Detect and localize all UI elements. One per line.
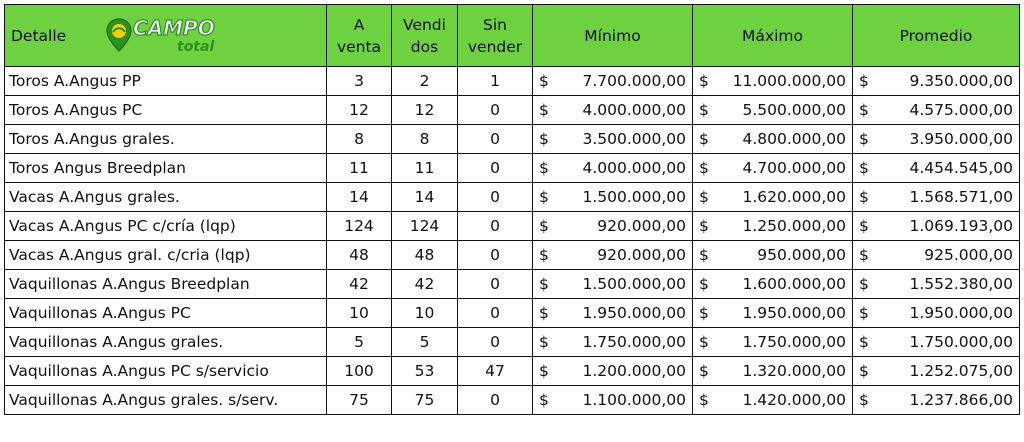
cell-sin-vender: 0 [458, 154, 533, 183]
currency-symbol: $ [859, 246, 869, 264]
currency-symbol: $ [699, 304, 709, 322]
cell-a-venta: 124 [327, 212, 392, 241]
cell-minimo [533, 386, 693, 415]
maximo-value: 1.320.000,00 [742, 362, 846, 380]
table-row [5, 125, 1020, 154]
cell-maximo [693, 125, 853, 154]
maximo-value: 1.420.000,00 [742, 391, 846, 409]
promedio-value: 1.252.075,00 [909, 362, 1013, 380]
minimo-value: 920.000,00 [597, 246, 686, 264]
currency-symbol: $ [859, 159, 869, 177]
maximo-value: 950.000,00 [757, 246, 846, 264]
currency-symbol: $ [699, 159, 709, 177]
promedio-value: 1.237.866,00 [909, 391, 1013, 409]
cell-sin-vender: 0 [458, 183, 533, 212]
promedio-value: 1.568.571,00 [909, 188, 1013, 206]
currency-symbol: $ [859, 130, 869, 148]
cell-sin-vender: 1 [458, 67, 533, 96]
cell-a-venta: 100 [327, 357, 392, 386]
cell-sin-vender: 0 [458, 299, 533, 328]
cell-a-venta: 10 [327, 299, 392, 328]
currency-symbol: $ [699, 101, 709, 119]
cell-minimo [533, 183, 693, 212]
cell-a-venta: 3 [327, 67, 392, 96]
currency-symbol: $ [699, 275, 709, 293]
cell-a-venta: 8 [327, 125, 392, 154]
minimo-value: 1.200.000,00 [582, 362, 686, 380]
cell-sin-vender: 0 [458, 270, 533, 299]
cell-sin-vender: 0 [458, 241, 533, 270]
minimo-value: 7.700.000,00 [582, 72, 686, 90]
cell-maximo [693, 386, 853, 415]
cell-detalle: Vaquillonas A.Angus PC [5, 299, 327, 328]
cell-a-venta: 14 [327, 183, 392, 212]
minimo-value: 3.500.000,00 [582, 130, 686, 148]
cell-maximo [693, 241, 853, 270]
currency-symbol: $ [699, 362, 709, 380]
header-promedio: Promedio [853, 5, 1020, 67]
promedio-value: 1.552.380,00 [909, 275, 1013, 293]
currency-symbol: $ [539, 188, 549, 206]
cell-promedio [853, 212, 1020, 241]
currency-symbol: $ [859, 304, 869, 322]
promedio-value: 1.950.000,00 [909, 304, 1013, 322]
cell-promedio [853, 125, 1020, 154]
cell-vendidos: 2 [392, 67, 458, 96]
minimo-value: 1.750.000,00 [582, 333, 686, 351]
table-row [5, 241, 1020, 270]
campo-total-logo-icon [105, 15, 230, 57]
maximo-value: 1.250.000,00 [742, 217, 846, 235]
header-sin-vender-line2: vender [467, 37, 523, 56]
table-row [5, 328, 1020, 357]
cell-promedio [853, 241, 1020, 270]
cell-detalle: Toros A.Angus grales. [5, 125, 327, 154]
maximo-value: 1.950.000,00 [742, 304, 846, 322]
cell-vendidos: 53 [392, 357, 458, 386]
currency-symbol: $ [539, 130, 549, 148]
table-row [5, 357, 1020, 386]
table-row [5, 212, 1020, 241]
cell-vendidos: 10 [392, 299, 458, 328]
cell-promedio [853, 183, 1020, 212]
minimo-value: 4.000.000,00 [582, 101, 686, 119]
currency-symbol: $ [859, 362, 869, 380]
currency-symbol: $ [539, 72, 549, 90]
header-sin-vender [458, 5, 533, 67]
maximo-value: 5.500.000,00 [742, 101, 846, 119]
cell-detalle: Toros Angus Breedplan [5, 154, 327, 183]
currency-symbol: $ [699, 72, 709, 90]
header-minimo: Mínimo [533, 5, 693, 67]
cell-minimo [533, 125, 693, 154]
currency-symbol: $ [539, 333, 549, 351]
header-detalle [5, 5, 327, 67]
minimo-value: 1.500.000,00 [582, 275, 686, 293]
cell-maximo [693, 96, 853, 125]
cell-detalle: Vaquillonas A.Angus Breedplan [5, 270, 327, 299]
header-vendidos-line2: dos [410, 37, 439, 56]
cell-detalle: Vacas A.Angus gral. c/cria (lqp) [5, 241, 327, 270]
table-row [5, 183, 1020, 212]
cell-a-venta: 48 [327, 241, 392, 270]
cell-promedio [853, 386, 1020, 415]
header-row [5, 5, 1020, 67]
cell-vendidos: 5 [392, 328, 458, 357]
cell-promedio [853, 67, 1020, 96]
promedio-value: 1.069.193,00 [909, 217, 1013, 235]
cell-maximo [693, 183, 853, 212]
promedio-value: 1.750.000,00 [909, 333, 1013, 351]
cell-sin-vender: 0 [458, 212, 533, 241]
cell-maximo [693, 270, 853, 299]
cell-detalle: Vacas A.Angus grales. [5, 183, 327, 212]
minimo-value: 4.000.000,00 [582, 159, 686, 177]
cell-minimo [533, 154, 693, 183]
table-row [5, 299, 1020, 328]
currency-symbol: $ [859, 72, 869, 90]
cell-minimo [533, 67, 693, 96]
currency-symbol: $ [539, 217, 549, 235]
cell-promedio [853, 299, 1020, 328]
cell-promedio [853, 154, 1020, 183]
cell-minimo [533, 212, 693, 241]
cell-minimo [533, 328, 693, 357]
cell-minimo [533, 299, 693, 328]
currency-symbol: $ [699, 188, 709, 206]
header-sin-vender-line1: Sin [483, 15, 507, 34]
cell-detalle: Toros A.Angus PC [5, 96, 327, 125]
cell-vendidos: 14 [392, 183, 458, 212]
svg-text:CAMPO: CAMPO [133, 16, 215, 40]
currency-symbol: $ [539, 246, 549, 264]
currency-symbol: $ [539, 362, 549, 380]
promedio-value: 9.350.000,00 [909, 72, 1013, 90]
header-a-venta-line2: venta [336, 37, 382, 56]
maximo-value: 11.000.000,00 [732, 72, 846, 90]
cell-a-venta: 12 [327, 96, 392, 125]
cell-maximo [693, 357, 853, 386]
cell-detalle: Vaquillonas A.Angus PC s/servicio [5, 357, 327, 386]
currency-symbol: $ [859, 101, 869, 119]
currency-symbol: $ [539, 275, 549, 293]
cell-sin-vender: 47 [458, 357, 533, 386]
minimo-value: 1.950.000,00 [582, 304, 686, 322]
cell-vendidos: 12 [392, 96, 458, 125]
campo-total-logo [105, 15, 230, 57]
cell-promedio [853, 270, 1020, 299]
cell-promedio [853, 328, 1020, 357]
currency-symbol: $ [859, 188, 869, 206]
currency-symbol: $ [539, 101, 549, 119]
currency-symbol: $ [699, 130, 709, 148]
cell-promedio [853, 96, 1020, 125]
currency-symbol: $ [859, 275, 869, 293]
cell-sin-vender: 0 [458, 386, 533, 415]
currency-symbol: $ [539, 304, 549, 322]
promedio-value: 3.950.000,00 [909, 130, 1013, 148]
cell-vendidos: 11 [392, 154, 458, 183]
cell-detalle: Toros A.Angus PP [5, 67, 327, 96]
currency-symbol: $ [699, 246, 709, 264]
svg-text:total: total [177, 39, 215, 55]
currency-symbol: $ [539, 391, 549, 409]
currency-symbol: $ [699, 391, 709, 409]
cell-a-venta: 75 [327, 386, 392, 415]
minimo-value: 1.100.000,00 [582, 391, 686, 409]
header-detalle-label: Detalle [11, 26, 67, 45]
header-a-venta-line1: A [353, 15, 365, 34]
currency-symbol: $ [859, 333, 869, 351]
cell-vendidos: 124 [392, 212, 458, 241]
maximo-value: 4.800.000,00 [742, 130, 846, 148]
cell-vendidos: 75 [392, 386, 458, 415]
table-row [5, 270, 1020, 299]
price-table [4, 4, 1020, 415]
promedio-value: 4.575.000,00 [909, 101, 1013, 119]
header-maximo: Máximo [693, 5, 853, 67]
cell-sin-vender: 0 [458, 328, 533, 357]
cell-maximo [693, 154, 853, 183]
header-a-venta [327, 5, 392, 67]
cell-a-venta: 11 [327, 154, 392, 183]
cell-maximo [693, 67, 853, 96]
minimo-value: 920.000,00 [597, 217, 686, 235]
maximo-value: 1.600.000,00 [742, 275, 846, 293]
currency-symbol: $ [699, 217, 709, 235]
cell-detalle: Vacas A.Angus PC c/cría (lqp) [5, 212, 327, 241]
cell-detalle: Vaquillonas A.Angus grales. s/serv. [5, 386, 327, 415]
header-vendidos [392, 5, 458, 67]
price-table-container [4, 4, 1020, 415]
cell-minimo [533, 96, 693, 125]
maximo-value: 1.750.000,00 [742, 333, 846, 351]
currency-symbol: $ [699, 333, 709, 351]
promedio-value: 925.000,00 [924, 246, 1013, 264]
cell-a-venta: 42 [327, 270, 392, 299]
minimo-value: 1.500.000,00 [582, 188, 686, 206]
currency-symbol: $ [859, 391, 869, 409]
maximo-value: 4.700.000,00 [742, 159, 846, 177]
currency-symbol: $ [859, 217, 869, 235]
cell-maximo [693, 328, 853, 357]
cell-sin-vender: 0 [458, 125, 533, 154]
cell-a-venta: 5 [327, 328, 392, 357]
promedio-value: 4.454.545,00 [909, 159, 1013, 177]
table-row [5, 386, 1020, 415]
cell-minimo [533, 241, 693, 270]
cell-vendidos: 42 [392, 270, 458, 299]
table-row [5, 154, 1020, 183]
maximo-value: 1.620.000,00 [742, 188, 846, 206]
cell-detalle: Vaquillonas A.Angus grales. [5, 328, 327, 357]
currency-symbol: $ [539, 159, 549, 177]
cell-maximo [693, 299, 853, 328]
header-vendidos-line1: Vendi [403, 15, 446, 34]
cell-maximo [693, 212, 853, 241]
cell-vendidos: 48 [392, 241, 458, 270]
table-row [5, 67, 1020, 96]
table-row [5, 96, 1020, 125]
cell-promedio [853, 357, 1020, 386]
cell-minimo [533, 270, 693, 299]
cell-sin-vender: 0 [458, 96, 533, 125]
cell-minimo [533, 357, 693, 386]
table-body [5, 67, 1020, 415]
cell-vendidos: 8 [392, 125, 458, 154]
